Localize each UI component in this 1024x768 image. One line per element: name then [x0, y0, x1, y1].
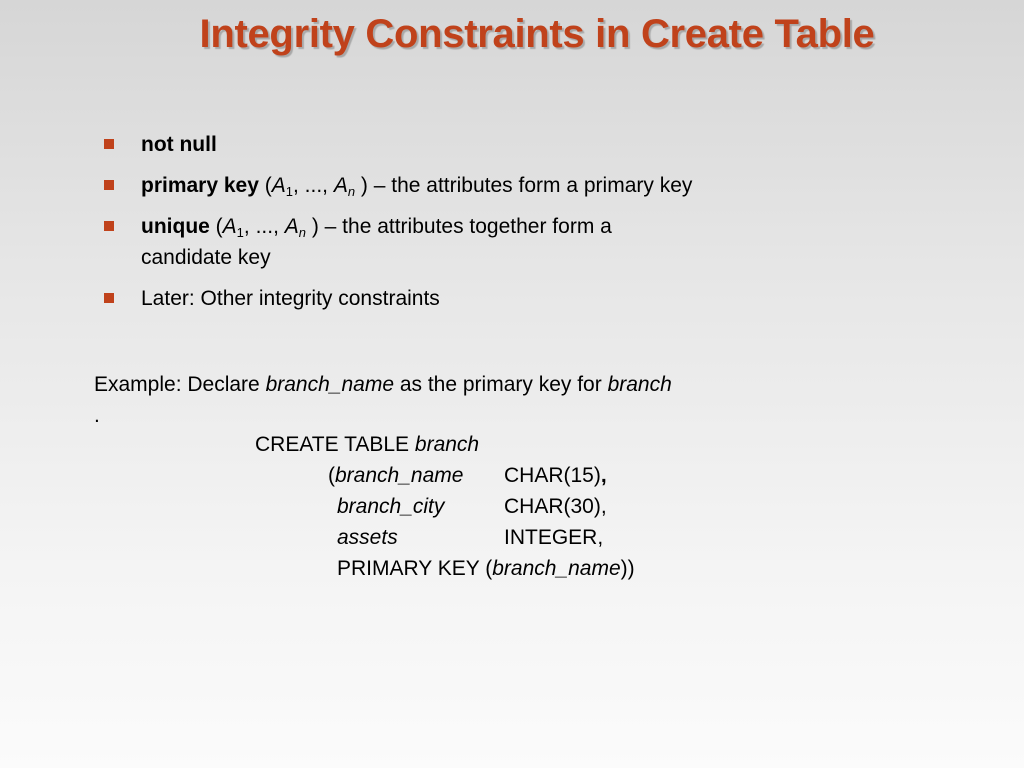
- example-sentence: [94, 369, 854, 400]
- keyword-not-null: not null: [141, 133, 217, 156]
- unique-description-continued: candidate key: [141, 246, 271, 269]
- unique-description: ) – the attributes together form a: [306, 215, 612, 238]
- square-bullet-icon: [104, 293, 114, 303]
- example-middle: as the primary key for: [394, 373, 608, 396]
- square-bullet-icon: [104, 180, 114, 190]
- sql-col3-name-text: assets: [337, 526, 398, 549]
- list-item-later: [104, 283, 844, 314]
- ellipsis: , ...,: [293, 174, 334, 197]
- sql-col1-type-text: CHAR(15): [504, 464, 601, 487]
- sql-primary-key-line: [337, 553, 635, 584]
- sql-col1-name: [328, 460, 463, 491]
- attr-a1: A: [271, 174, 286, 197]
- paren-open: (: [209, 215, 223, 238]
- paren-open: (: [258, 174, 272, 197]
- later-text: Later: Other integrity constraints: [141, 287, 440, 310]
- square-bullet-icon: [104, 221, 114, 231]
- sql-create-keyword: CREATE TABLE: [255, 433, 415, 456]
- example-attr: branch_name: [265, 373, 394, 396]
- sql-pk-attr: branch_name: [492, 557, 621, 580]
- primary-key-description: ) – the attributes form a primary key: [355, 174, 693, 197]
- subscript-n: n: [347, 184, 356, 199]
- attr-an: A: [333, 174, 348, 197]
- sql-col2-name: [337, 491, 444, 522]
- subscript-1: 1: [285, 184, 293, 199]
- list-item-primary-key: [104, 170, 844, 201]
- sql-pk-suffix: )): [620, 557, 635, 580]
- subscript-n: n: [298, 225, 306, 240]
- square-bullet-icon: [104, 139, 114, 149]
- list-item-unique: [104, 211, 844, 273]
- sql-col1-comma: ,: [600, 464, 607, 487]
- example-prefix: Example: Declare: [94, 373, 266, 396]
- sql-col2-type: CHAR(30),: [504, 495, 607, 518]
- sql-col3-name: [337, 522, 398, 553]
- subscript-1: 1: [236, 225, 244, 240]
- keyword-primary-key: primary key: [141, 174, 259, 197]
- sql-col2-name-text: branch_city: [337, 495, 445, 518]
- keyword-unique: unique: [141, 215, 210, 238]
- sql-col3-type: INTEGER,: [504, 526, 604, 549]
- list-item-not-null: [104, 129, 844, 160]
- attr-a1: A: [222, 215, 237, 238]
- slide-title: Integrity Constraints in Create Table: [199, 12, 875, 56]
- sql-create-line: [255, 429, 479, 460]
- example-period: .: [94, 404, 100, 427]
- sql-col1-type: [504, 460, 607, 491]
- sql-table-name: branch: [414, 433, 480, 456]
- constraint-list: [104, 129, 844, 324]
- attr-an: A: [284, 215, 299, 238]
- ellipsis: , ...,: [243, 215, 285, 238]
- sql-open-paren: (: [328, 464, 335, 487]
- example-table: branch: [607, 373, 672, 396]
- sql-col1-name-text: branch_name: [335, 464, 464, 487]
- sql-pk-prefix: PRIMARY KEY (: [337, 557, 493, 580]
